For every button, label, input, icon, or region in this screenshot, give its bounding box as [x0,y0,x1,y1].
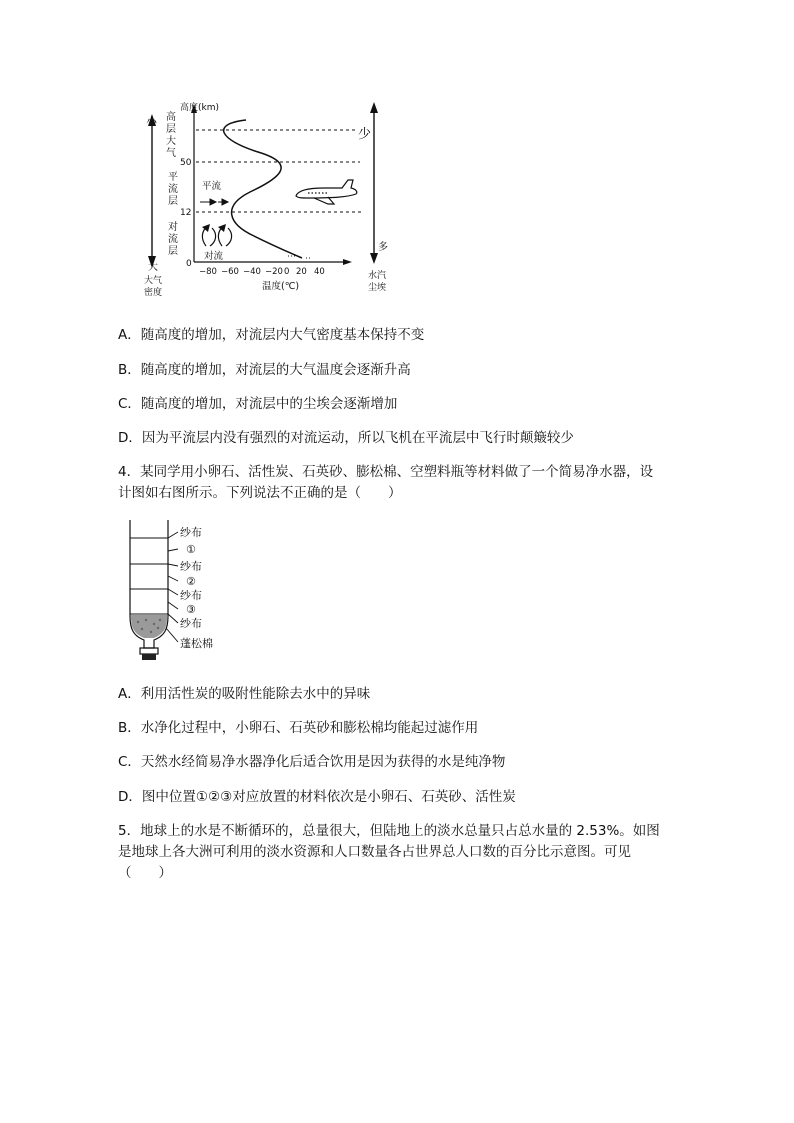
y-tick-50: 50 [180,158,192,168]
airplane-icon [296,180,357,204]
filter-label-gauze-3: 纱布 [180,589,202,602]
x-tick-m20: −20 [265,267,283,277]
y-tick-0: 0 [186,259,192,269]
q3-option-d: D．因为平流层内没有强烈的对流运动，所以飞机在平流层中飞行时颠簸较少 [118,430,574,446]
filter-label-1: ① [186,543,196,556]
x-tick-m80: −80 [199,267,217,277]
q5-stem-line-2: 是地球上各大洲可利用的淡水资源和人口数量各占世界总人口数的百分比示意图。可见 [118,844,631,860]
density-small-label: 小 [146,115,157,128]
q5-stem-line-3: （ ） [118,865,172,881]
x-tick-0: 0 [284,267,290,277]
density-caption-2: 密度 [144,288,163,298]
q3-option-a: A．随高度的增加，对流层内大气密度基本保持不变 [118,327,425,343]
q3-option-b: B．随高度的增加，对流层的大气温度会逐渐升高 [118,362,411,378]
filter-label-gauze-4: 纱布 [180,617,202,630]
q4-stem-line-1: 4．某同学用小卵石、活性炭、石英砂、膨松棉、空塑料瓶等材料做了一个简易净水器，设 [118,464,654,480]
filter-label-gauze-1: 纱布 [180,526,202,539]
atmosphere-figure [138,96,400,302]
filter-label-cotton: 蓬松棉 [180,637,213,650]
q4-stem-line-2: 计图如右图所示。下列说法不正确的是（ ） [118,485,402,501]
layer-high-2: 层 [166,124,176,135]
density-caption-1: 大气 [144,276,163,286]
vapor-few-label: 少 [358,127,372,142]
layer-high-4: 气 [166,148,176,159]
filter-label-gauze-2: 纱布 [180,560,202,573]
tropo-flow-label: 对流 [204,251,224,262]
q4-option-c: C．天然水经简易净水器净化后适合饮用是因为获得的水是纯净物 [118,754,506,770]
x-tick-40: 40 [314,267,325,277]
strato-flow-label: 平流 [202,181,222,192]
filter-label-2: ② [186,575,196,588]
vapor-many-label: 多 [378,242,388,253]
q4-option-a: A．利用活性炭的吸附性能除去水中的异味 [118,686,371,702]
filter-label-3: ③ [186,603,196,616]
y-axis-title: 高度(km) [180,103,220,113]
layer-high-1: 高 [166,112,176,123]
horizontal-flow-arrows [200,199,228,205]
q3-option-c: C．随高度的增加，对流层中的尘埃会逐渐增加 [118,396,398,412]
vapor-caption-2: 尘埃 [368,283,387,293]
convection-arrows [202,224,232,246]
water-filter-figure [120,516,230,666]
x-tick-m40: −40 [243,267,261,277]
layer-strato-2: 流 [168,184,178,195]
q5-stem-line-1: 5．地球上的水是不断循环的，总量很大，但陆地上的淡水总量只占总水量的 2.53%。如图 [118,823,660,839]
q4-option-b: B．水净化过程中，小卵石、石英砂和膨松棉均能起过滤作用 [118,720,479,736]
q4-option-d: D．图中位置①②③对应放置的材料依次是小卵石、石英砂、活性炭 [118,789,516,805]
x-tick-m60: −60 [221,267,239,277]
layer-high-3: 大 [166,136,176,147]
layer-tropo-2: 流 [168,234,178,245]
y-tick-12: 12 [180,208,192,218]
q5-stem [118,821,678,884]
q4-stem [118,462,678,504]
x-tick-20: 20 [296,267,307,277]
vapor-caption-1: 水汽 [368,271,387,281]
x-axis-title: 温度(℃) [262,281,300,292]
layer-tropo-1: 对 [168,222,178,233]
density-large-label: 大 [148,262,158,273]
layer-tropo-3: 层 [168,246,178,257]
layer-strato-3: 层 [168,196,178,207]
layer-strato-1: 平 [168,172,178,183]
cotton-fill [131,615,167,638]
temperature-curve [224,120,302,258]
